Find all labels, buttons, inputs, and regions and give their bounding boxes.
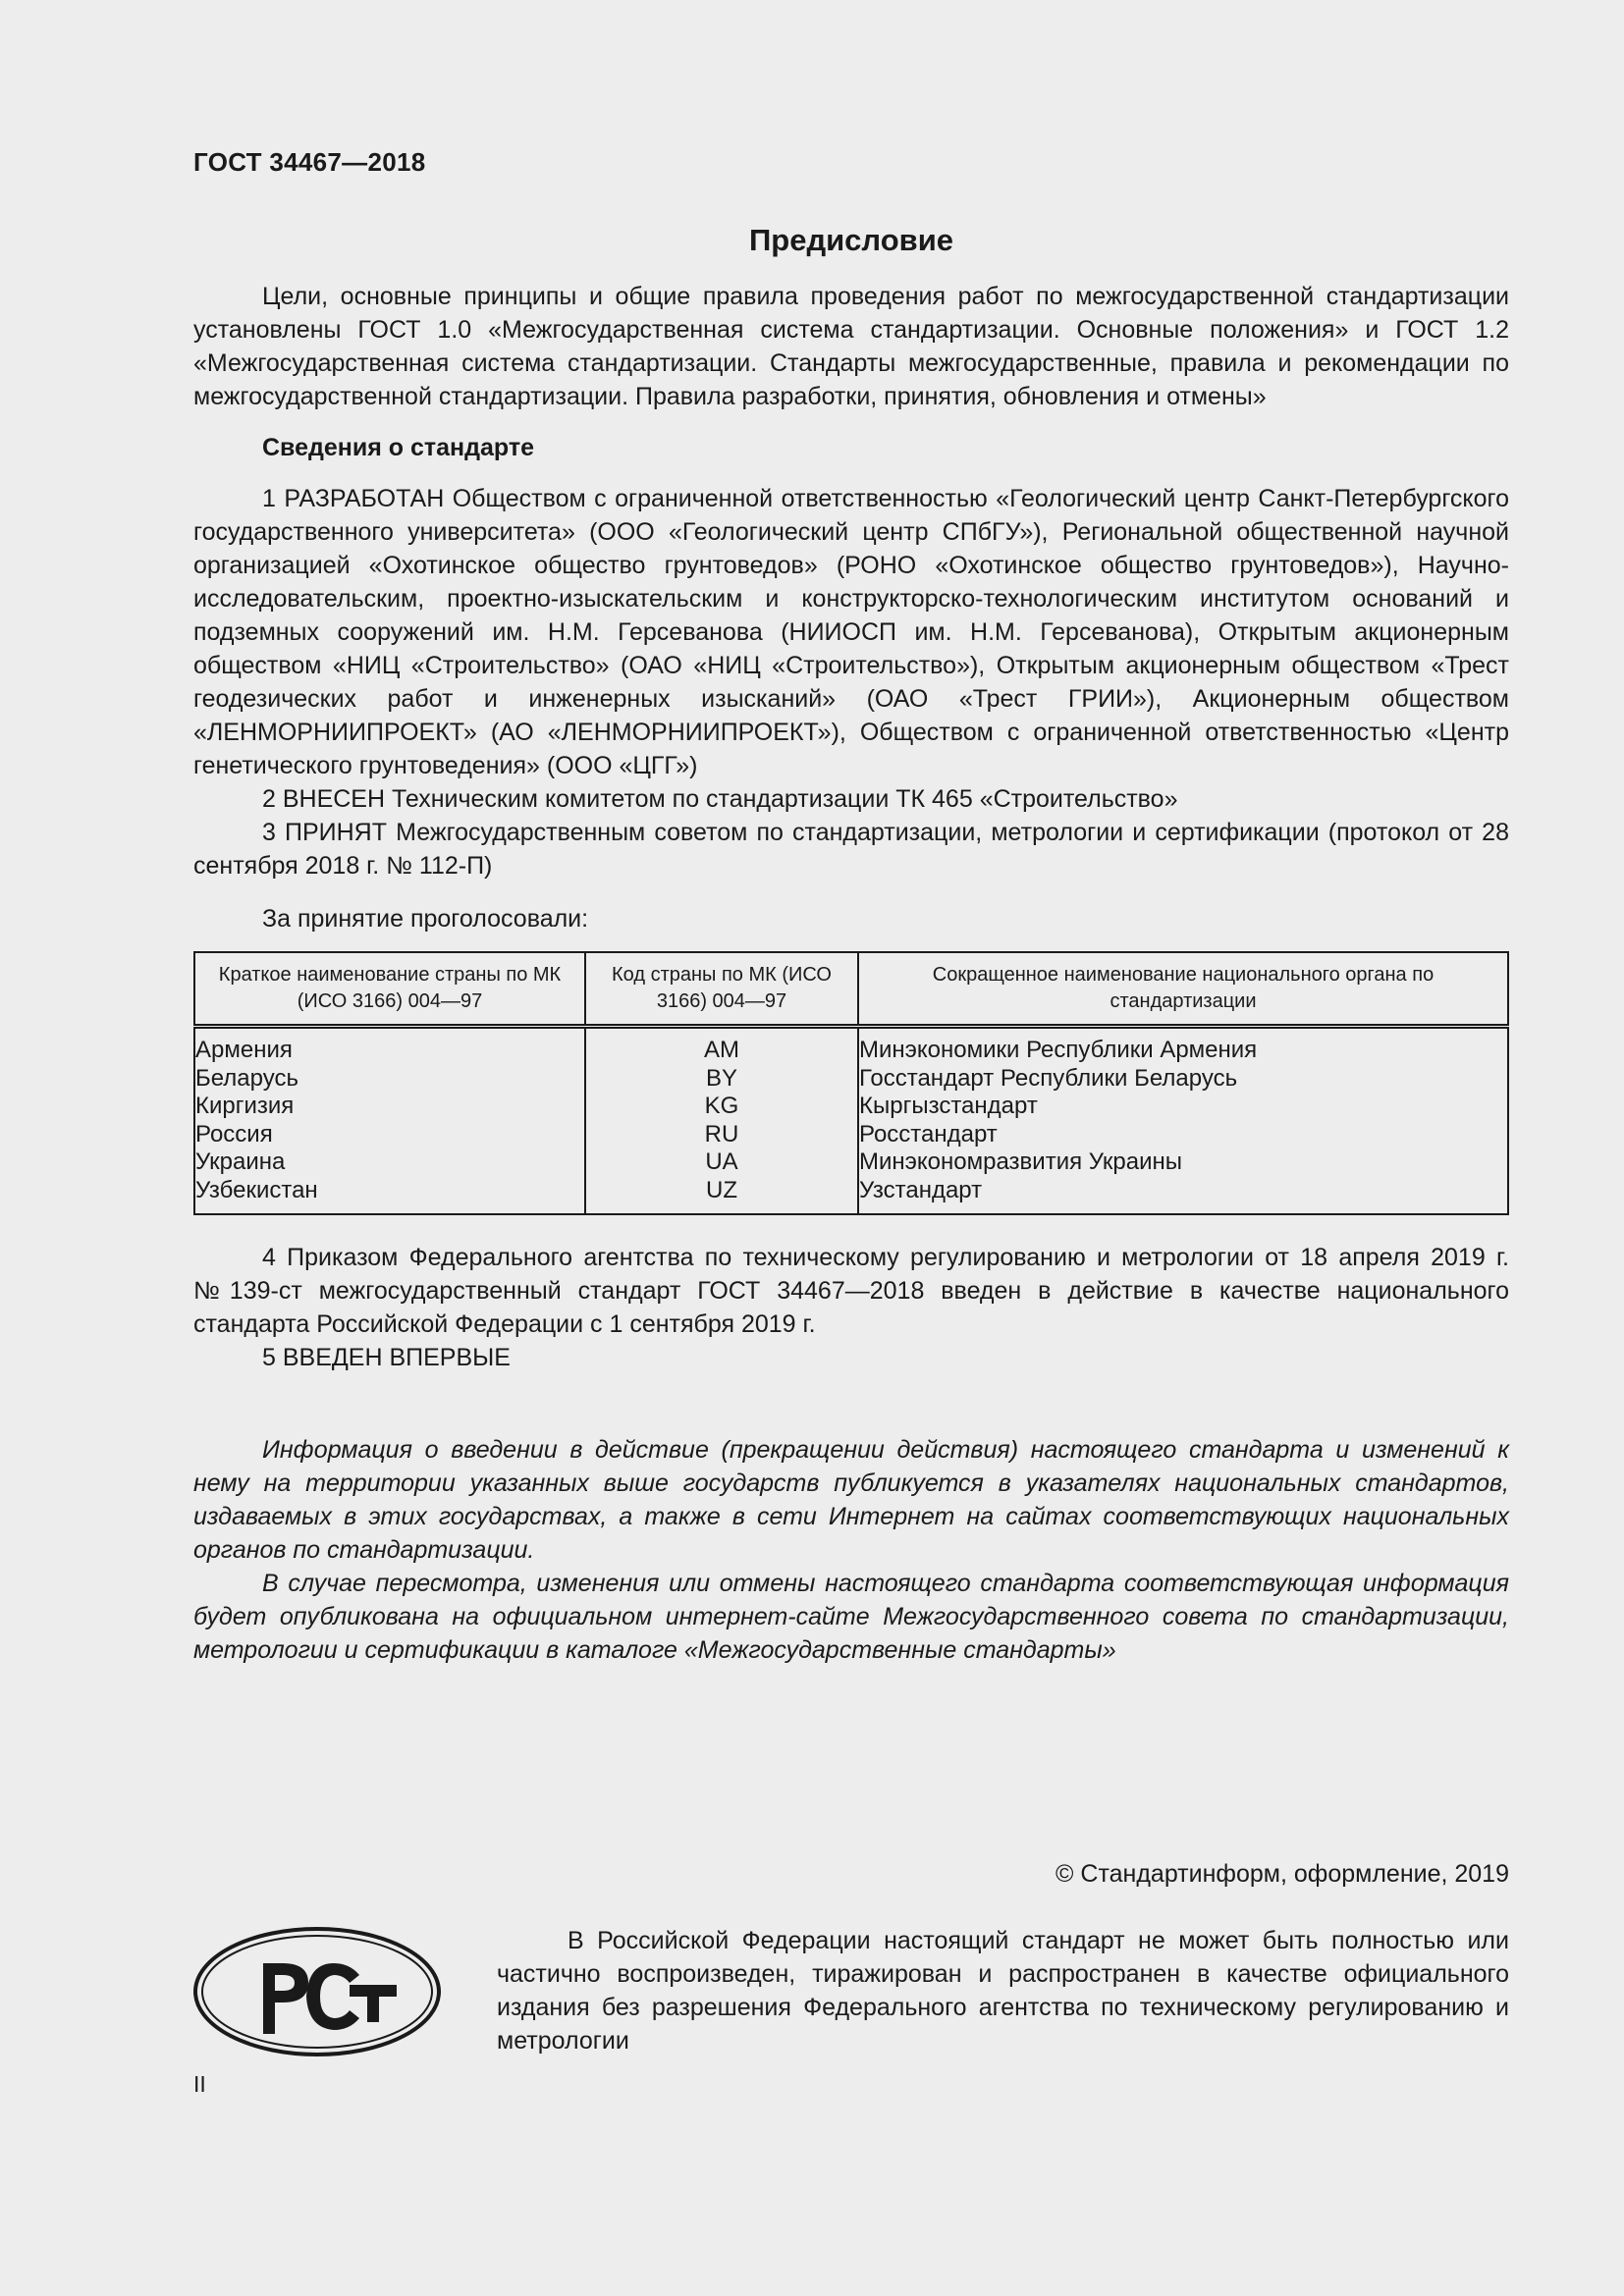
item-5: 5 ВВЕДЕН ВПЕРВЫЕ xyxy=(262,1343,511,1371)
info-paragraph-2: В случае пересмотра, изменения или отмены настоящего стандарта соответствующая информация будет опубликована на официальном интернет-сайте Межгосударственного совета по стандартизации, метрологии и сертификации в каталоге «Межгосударственные стандарты» xyxy=(193,1569,1509,1664)
standards-body: Узстандарт xyxy=(858,1177,1508,1214)
country-code: BY xyxy=(585,1065,858,1094)
item-4: 4 Приказом Федерального агентства по техническому регулированию и метрологии от 18 апреля 2019 г. №139-ст межгосударственный стандарт ГОСТ 34467—2018 введен в действие в качестве национального стандарта Российской Федерации с 1 сентября 2019 г. xyxy=(193,1243,1509,1338)
table-row xyxy=(194,1148,1508,1177)
country-name: Россия xyxy=(195,1120,273,1148)
info-block xyxy=(193,1433,1509,1667)
page-title: Предисловие xyxy=(748,223,953,257)
standards-body: Госстандарт Республики Беларусь xyxy=(858,1065,1508,1094)
item-1: 1 РАЗРАБОТАН Обществом с ограниченной ответственностью «Геологический центр Санкт-Петербургского государственного университета» (ООО «Геологический центр СПбГУ»), Региональной общественной научной организацией «Охотинское общество грунтоведов» (РОНО «Охотинское общество грунтоведов»), Научно-исследовательским, проектно-изыскательским и конструкторско-технологическим институтом оснований и подземных сооружений им. Н.М. Герсеванова (НИИОСП им. Н.М. Герсеванова), Открытым акционерным обществом «НИЦ «Строительство» (ОАО «НИЦ «Строительство»), Открытым акционерным обществом «Трест геодезических работ и инженерных изысканий» (ОАО «Трест ГРИИ»), Акционерным обществом «ЛЕНМОРНИИПРОЕКТ» (АО «ЛЕНМОРНИИПРОЕКТ»), Обществом с ограниченной ответственностью «Центр генетического грунтоведения» (ООО «ЦГГ») xyxy=(193,485,1509,779)
table-row xyxy=(194,1065,1508,1094)
countries-table xyxy=(193,951,1509,1215)
column-header-country: Краткое наименование страны по МК (ИСО 3166) 004—97 xyxy=(194,952,585,1027)
table-header-row xyxy=(194,952,1508,1027)
country-code: AM xyxy=(585,1027,858,1065)
standards-body: Росстандарт xyxy=(858,1121,1508,1149)
country-code: UA xyxy=(585,1148,858,1177)
standard-code: ГОСТ 34467—2018 xyxy=(193,147,426,177)
voted-label: За принятие проголосовали: xyxy=(262,905,589,933)
standards-body: Минэкономики Республики Армения xyxy=(858,1027,1508,1065)
copyright-line: © Стандартинформ, оформление, 2019 xyxy=(1056,1860,1509,1888)
table-row xyxy=(194,1027,1508,1065)
table-row xyxy=(194,1177,1508,1214)
country-code: UZ xyxy=(585,1177,858,1214)
table-row xyxy=(194,1121,1508,1149)
country-name: Беларусь xyxy=(195,1064,298,1092)
country-name: Армения xyxy=(195,1037,293,1063)
standards-body: Кыргызстандарт xyxy=(858,1093,1508,1121)
country-code: RU xyxy=(585,1121,858,1149)
country-code: KG xyxy=(585,1093,858,1121)
page-number: II xyxy=(193,2071,206,2097)
info-paragraph-1: Информация о введении в действие (прекращении действия) настоящего стандарта и изменений к нему на территории указанных выше государств публикуется в указателях национальных стандартов, издаваемых в этих государствах, а также в сети Интернет на сайтах соответствующих национальных органов по стандартизации. xyxy=(193,1435,1509,1564)
notice-text: В Российской Федерации настоящий стандарт не может быть полностью или частично воспроизведен, тиражирован и распространен в качестве официального издания без разрешения Федерального агентства по техническому регулированию и метрологии xyxy=(497,1927,1509,2055)
item-2: 2 ВНЕСЕН Техническим комитетом по стандартизации ТК 465 «Строительство» xyxy=(262,785,1178,813)
country-name: Узбекистан xyxy=(195,1176,318,1203)
rst-mark-icon xyxy=(192,1926,442,2057)
table-row xyxy=(194,1093,1508,1121)
standards-body: Минэкономразвития Украины xyxy=(858,1148,1508,1177)
subheading: Сведения о стандарте xyxy=(262,434,535,461)
reproduction-notice xyxy=(497,1924,1509,2057)
preface-content xyxy=(193,223,1509,1667)
item-3: 3 ПРИНЯТ Межгосударственным советом по стандартизации, метрологии и сертификации (протокол от 28 сентября 2018 г. № 112-П) xyxy=(193,819,1509,880)
column-header-code: Код страны по МК (ИСО 3166) 004—97 xyxy=(585,952,858,1027)
column-header-body: Сокращенное наименование национального органа по стандартизации xyxy=(858,952,1508,1027)
country-name: Украина xyxy=(195,1148,286,1176)
intro-paragraph: Цели, основные принципы и общие правила проведения работ по межгосударственной стандартизации установлены ГОСТ 1.0 «Межгосударственная система стандартизации. Основные положения» и ГОСТ 1.2 «Межгосударственная система стандартизации. Стандарты межгосударственные, правила и рекомендации по межгосударственной стандартизации. Правила разработки, принятия, обновления и отмены» xyxy=(193,283,1509,410)
country-name: Киргизия xyxy=(195,1093,295,1120)
